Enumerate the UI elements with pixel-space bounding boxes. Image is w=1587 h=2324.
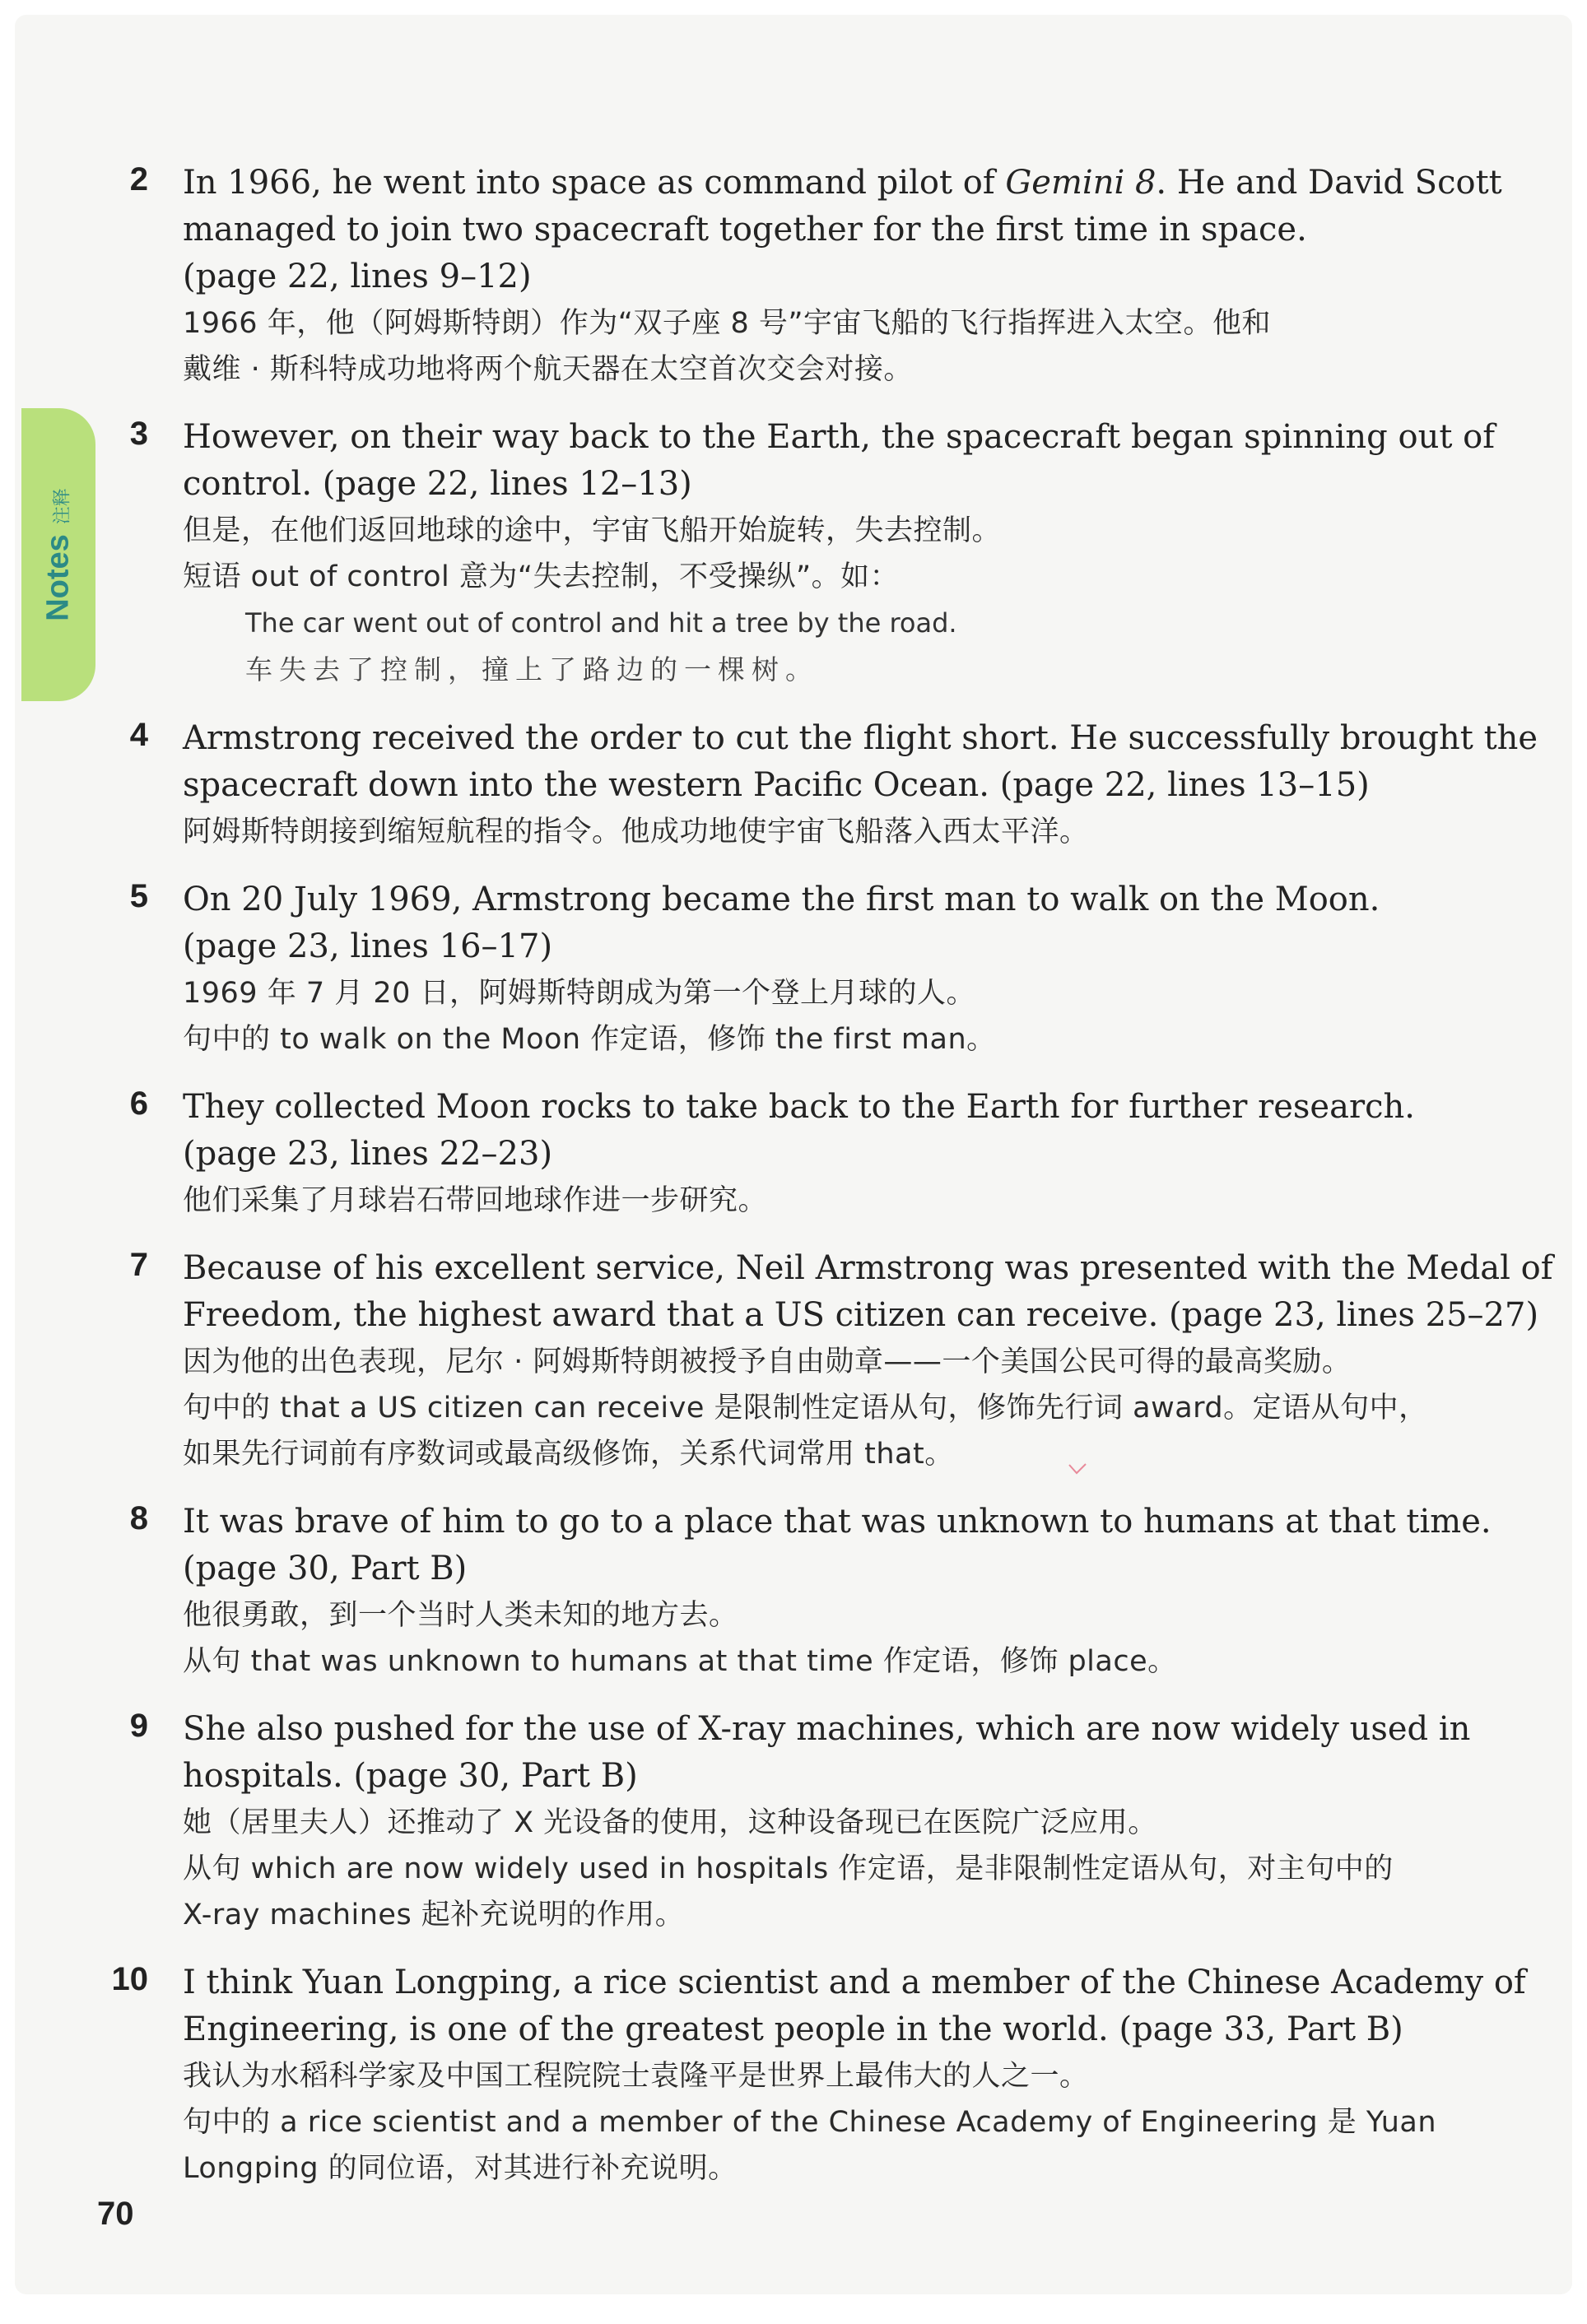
note-chinese-line: 戴维 · 斯科特成功地将两个航天器在太空首次交会对接。 — [183, 353, 913, 386]
notes-side-tab — [21, 408, 95, 701]
note-number: 10 — [111, 1961, 148, 1997]
english-text: Freedom, the highest award that a US citizen can receive. (page 23, lines 25–27) — [183, 1296, 1539, 1334]
note-english-line — [183, 1292, 1566, 1339]
note-item — [97, 715, 1566, 855]
note-chinese-line: 1966 年，他（阿姆斯特朗）作为“双子座 8 号”宇宙飞船的飞行指挥进入太空。他和 — [183, 307, 1271, 340]
note-english-line — [183, 160, 1566, 207]
note-english-line — [183, 1959, 1566, 2006]
note-item — [97, 414, 1566, 694]
note-english-line — [183, 461, 1566, 508]
english-text: . He and David Scott — [1156, 164, 1502, 202]
page-number: 70 — [97, 2196, 134, 2232]
note-chinese-line: 1969 年 7 月 20 日，阿姆斯特朗成为第一个登上月球的人。 — [183, 977, 976, 1010]
note-item — [97, 876, 1566, 1062]
note-english-line — [183, 414, 1566, 461]
note-number: 3 — [129, 416, 148, 452]
note-english-line — [183, 1084, 1566, 1131]
note-chinese-line: 他们采集了月球岩石带回地球作进一步研究。 — [183, 1184, 768, 1217]
note-chinese-line: 她（居里夫人）还推动了 X 光设备的使用，这种设备现已在医院广泛应用。 — [183, 1806, 1157, 1839]
english-text: They collected Moon rocks to take back to the Earth for further research. — [183, 1088, 1415, 1126]
note-english-line — [183, 715, 1566, 762]
note-english-line — [183, 876, 1566, 923]
note-chinese-line: 句中的 to walk on the Moon 作定语，修饰 the first man。 — [183, 1023, 996, 1056]
english-text: hospitals. (page 30, Part B) — [183, 1757, 638, 1795]
note-english-line — [183, 1706, 1566, 1753]
english-text: (page 22, lines 9–12) — [183, 258, 532, 295]
note-chinese-line: 我认为水稻科学家及中国工程院院士袁隆平是世界上最伟大的人之一。 — [183, 2060, 1089, 2093]
english-text: In 1966, he went into space as command pilot of — [183, 164, 1006, 202]
example-english: The car went out of control and hit a tree by the road. — [245, 607, 957, 639]
note-chinese-line: 从句 that was unknown to humans at that time 作定语，修饰 place。 — [183, 1645, 1177, 1678]
note-english-line — [183, 1245, 1566, 1292]
note-english-line — [183, 1753, 1566, 1800]
notes-list — [97, 160, 1566, 2213]
note-chinese-line: 从句 which are now widely used in hospitals 作定语，是非限制性定语从句，对主句中的 — [183, 1852, 1394, 1885]
english-text: On 20 July 1969, Armstrong became the first man to walk on the Moon. — [183, 881, 1380, 918]
note-chinese-line: 如果先行词前有序数词或最高级修饰，关系代词常用 that。 — [183, 1438, 954, 1471]
note-chinese-line: 短语 out of control 意为“失去控制，不受操纵”。如： — [183, 560, 900, 593]
note-chinese-line: 阿姆斯特朗接到缩短航程的指令。他成功地使宇宙飞船落入西太平洋。 — [183, 816, 1089, 848]
note-chinese-line: 句中的 a rice scientist and a member of the Chinese Academy of Engineering 是 Yuan — [183, 2106, 1437, 2139]
note-english-line — [183, 253, 1566, 300]
english-text: (page 23, lines 16–17) — [183, 927, 553, 965]
note-english-line — [183, 207, 1566, 253]
note-number: 9 — [129, 1708, 148, 1744]
note-chinese-line: 句中的 that a US citizen can receive 是限制性定语从句，修饰先行词 award。定语从句中， — [183, 1392, 1428, 1425]
note-number: 7 — [129, 1247, 148, 1283]
notes-tab-label-cn: 注释 — [52, 488, 73, 525]
note-chinese-line: 他很勇敢，到一个当时人类未知的地方去。 — [183, 1599, 738, 1632]
note-number: 5 — [129, 878, 148, 914]
note-chinese-line: 但是，在他们返回地球的途中，宇宙飞船开始旋转，失去控制。 — [183, 514, 1002, 547]
english-text: I think Yuan Longping, a rice scientist and a member of the Chinese Academy of — [183, 1964, 1526, 2001]
note-item — [97, 1084, 1566, 1224]
note-english-line — [183, 1499, 1566, 1545]
english-text: Because of his excellent service, Neil Armstrong was presented with the Medal of — [183, 1249, 1553, 1287]
textbook-page — [15, 15, 1572, 2294]
note-item — [97, 1245, 1566, 1477]
english-text: control. (page 22, lines 12–13) — [183, 465, 692, 503]
note-english-line — [183, 1131, 1566, 1178]
note-number: 6 — [129, 1085, 148, 1122]
english-text: (page 30, Part B) — [183, 1550, 468, 1587]
note-item — [97, 1959, 1566, 2192]
english-text: (page 23, lines 22–23) — [183, 1135, 553, 1173]
notes-tab-label: Notes — [40, 534, 76, 621]
english-text: It was brave of him to go to a place that was unknown to humans at that time. — [183, 1503, 1492, 1541]
note-item — [97, 160, 1566, 393]
example-chinese: 车失去了控制，撞上了路边的一棵树。 — [245, 653, 819, 686]
note-item — [97, 1706, 1566, 1938]
note-chinese-line: Longping 的同位语，对其进行补充说明。 — [183, 2152, 738, 2185]
english-text: She also pushed for the use of X-ray machines, which are now widely used in — [183, 1710, 1471, 1748]
note-english-line — [183, 762, 1566, 809]
note-chinese-line: 因为他的出色表现，尼尔 · 阿姆斯特朗被授予自由勋章——一个美国公民可得的最高奖励。 — [183, 1346, 1352, 1378]
english-text: However, on their way back to the Earth, the spacecraft began spinning out of — [183, 418, 1496, 456]
english-text: spacecraft down into the western Pacific Ocean. (page 22, lines 13–15) — [183, 766, 1370, 804]
note-number: 2 — [129, 161, 148, 198]
note-number: 8 — [129, 1500, 148, 1536]
english-text: Engineering, is one of the greatest people in the world. (page 33, Part B) — [183, 2010, 1403, 2048]
note-english-line — [183, 2006, 1566, 2053]
note-item — [97, 1499, 1566, 1685]
note-english-line — [183, 923, 1566, 970]
note-chinese-line: X-ray machines 起补充说明的作用。 — [183, 1899, 685, 1931]
english-text: managed to join two spacecraft together for the first time in space. — [183, 211, 1307, 249]
pencil-check-mark-icon — [1068, 1463, 1087, 1475]
note-number: 4 — [129, 717, 148, 753]
example-block — [183, 600, 1566, 694]
note-english-line — [183, 1545, 1566, 1592]
english-text: Armstrong received the order to cut the flight short. He successfully brought the — [183, 719, 1538, 757]
italic-title: Gemini 8 — [1005, 164, 1157, 202]
